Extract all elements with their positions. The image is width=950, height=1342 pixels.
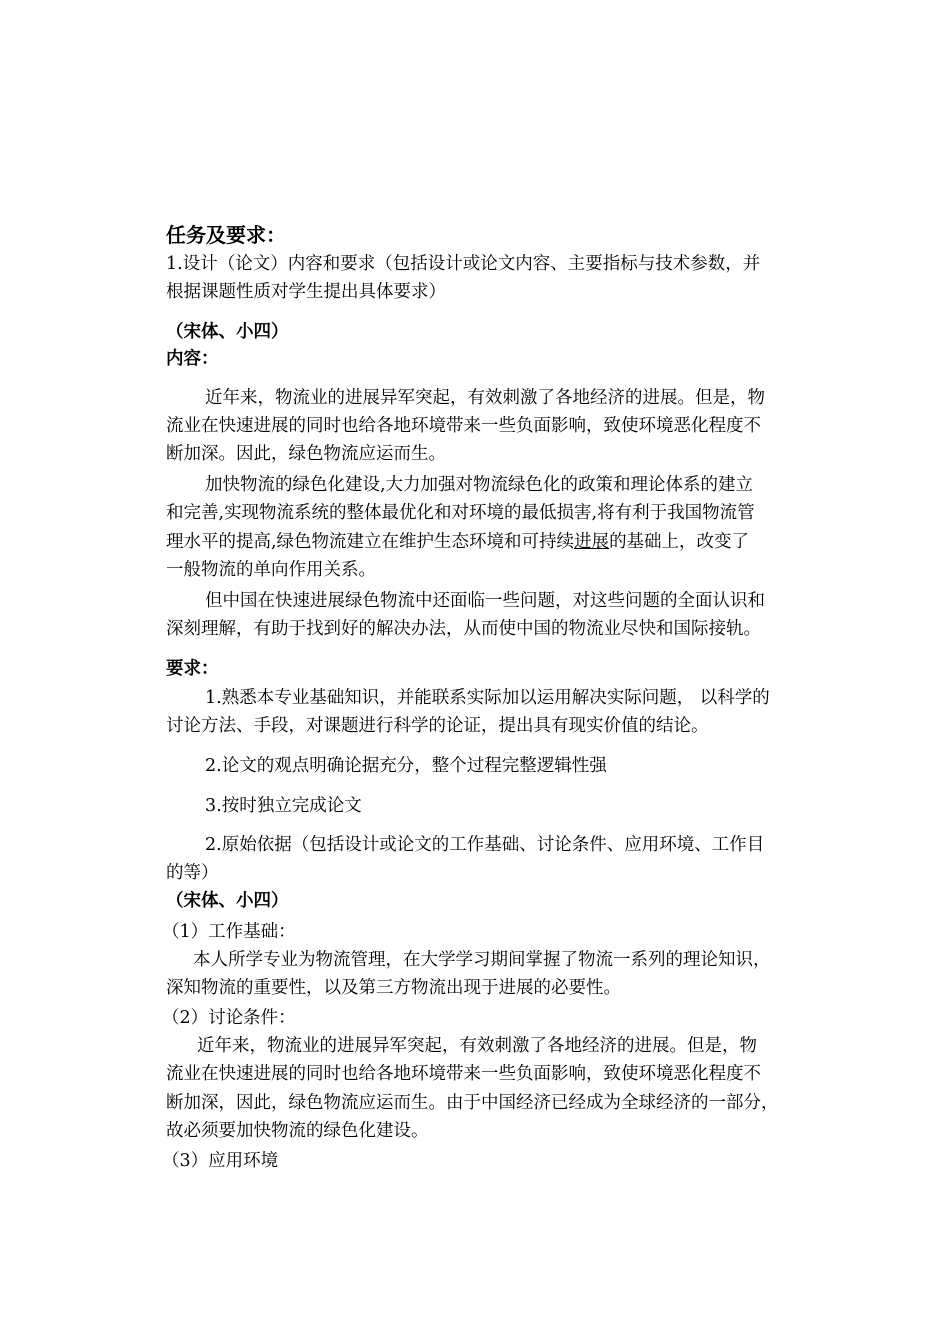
- application-env-label: （3）应用环境: [162, 1151, 279, 1171]
- content-paragraph-line: [166, 529, 749, 555]
- content-label: 内容：: [166, 349, 219, 369]
- content-text: 理水平的提高,绿色物流建立在维护生态环境和可持续: [166, 532, 575, 552]
- content-paragraph-line: 流业在快速进展的同时也给各地环境带来一些负面影响，致使环境恶化程度不: [166, 416, 761, 436]
- research-conditions-label: （2）讨论条件：: [162, 1008, 296, 1028]
- requirement-line: 1.熟悉本专业基础知识，并能联系实际加以运用解决实际问题， 以科学的: [205, 688, 770, 708]
- content-paragraph-line: 加快物流的绿色化建设,大力加强对物流绿色化的政策和理论体系的建立: [205, 475, 754, 495]
- font-note: （宋体、小四）: [166, 322, 289, 342]
- requirements-label: 要求：: [166, 659, 219, 679]
- item2-line: 的等）: [166, 863, 219, 883]
- requirement-line: 讨论方法、手段，对课题进行科学的论证，提出具有现实价值的结论。: [166, 716, 709, 736]
- content-text: 的基础上，改变了: [609, 532, 750, 552]
- item1-line: 1.设计（论文）内容和要求（包括设计或论文内容、主要指标与技术参数，并: [166, 254, 761, 274]
- page-title: 任务及要求：: [166, 223, 286, 247]
- content-paragraph-line: 断加深。因此，绿色物流应运而生。: [166, 444, 446, 464]
- work-basis-label: （1）工作基础：: [162, 922, 296, 942]
- item2-line: 2.原始依据（包括设计或论文的工作基础、讨论条件、应用环境、工作目: [205, 835, 765, 855]
- font-note: （宋体、小四）: [166, 891, 289, 911]
- item1-line: 根据课题性质对学生提出具体要求）: [166, 282, 446, 302]
- research-conditions-line: 近年来，物流业的进展异军突起，有效刺激了各地经济的进展。但是，物: [197, 1036, 757, 1056]
- content-paragraph-line: 但中国在快速进展绿色物流中还面临一些问题，对这些问题的全面认识和: [205, 591, 765, 611]
- research-conditions-line: 故必须要加快物流的绿色化建设。: [166, 1121, 429, 1141]
- content-paragraph-line: 一般物流的单向作用关系。: [166, 560, 376, 580]
- work-basis-line: 本人所学专业为物流管理，在大学学习期间掌握了物流一系列的理论知识，: [193, 950, 771, 970]
- content-paragraph-line: 近年来，物流业的进展异军突起，有效刺激了各地经济的进展。但是，物: [205, 388, 765, 408]
- development-link[interactable]: 进展: [574, 532, 610, 552]
- requirement-line: 2.论文的观点明确论据充分，整个过程完整逻辑性强: [205, 756, 607, 776]
- research-conditions-line: 流业在快速进展的同时也给各地环境带来一些负面影响，致使环境恶化程度不: [166, 1064, 761, 1084]
- requirement-line: 3.按时独立完成论文: [205, 796, 362, 816]
- content-paragraph-line: 深刻理解，有助于找到好的解决办法，从而使中国的物流业尽快和国际接轨。: [166, 619, 761, 639]
- content-paragraph-line: 和完善,实现物流系统的整体最优化和对环境的最低损害,将有利于我国物流管: [166, 503, 755, 523]
- work-basis-line: 深知物流的重要性，以及第三方物流出现于进展的必要性。: [166, 978, 621, 998]
- research-conditions-line: 断加深，因此，绿色物流应运而生。由于中国经济已经成为全球经济的一部分，: [166, 1093, 779, 1113]
